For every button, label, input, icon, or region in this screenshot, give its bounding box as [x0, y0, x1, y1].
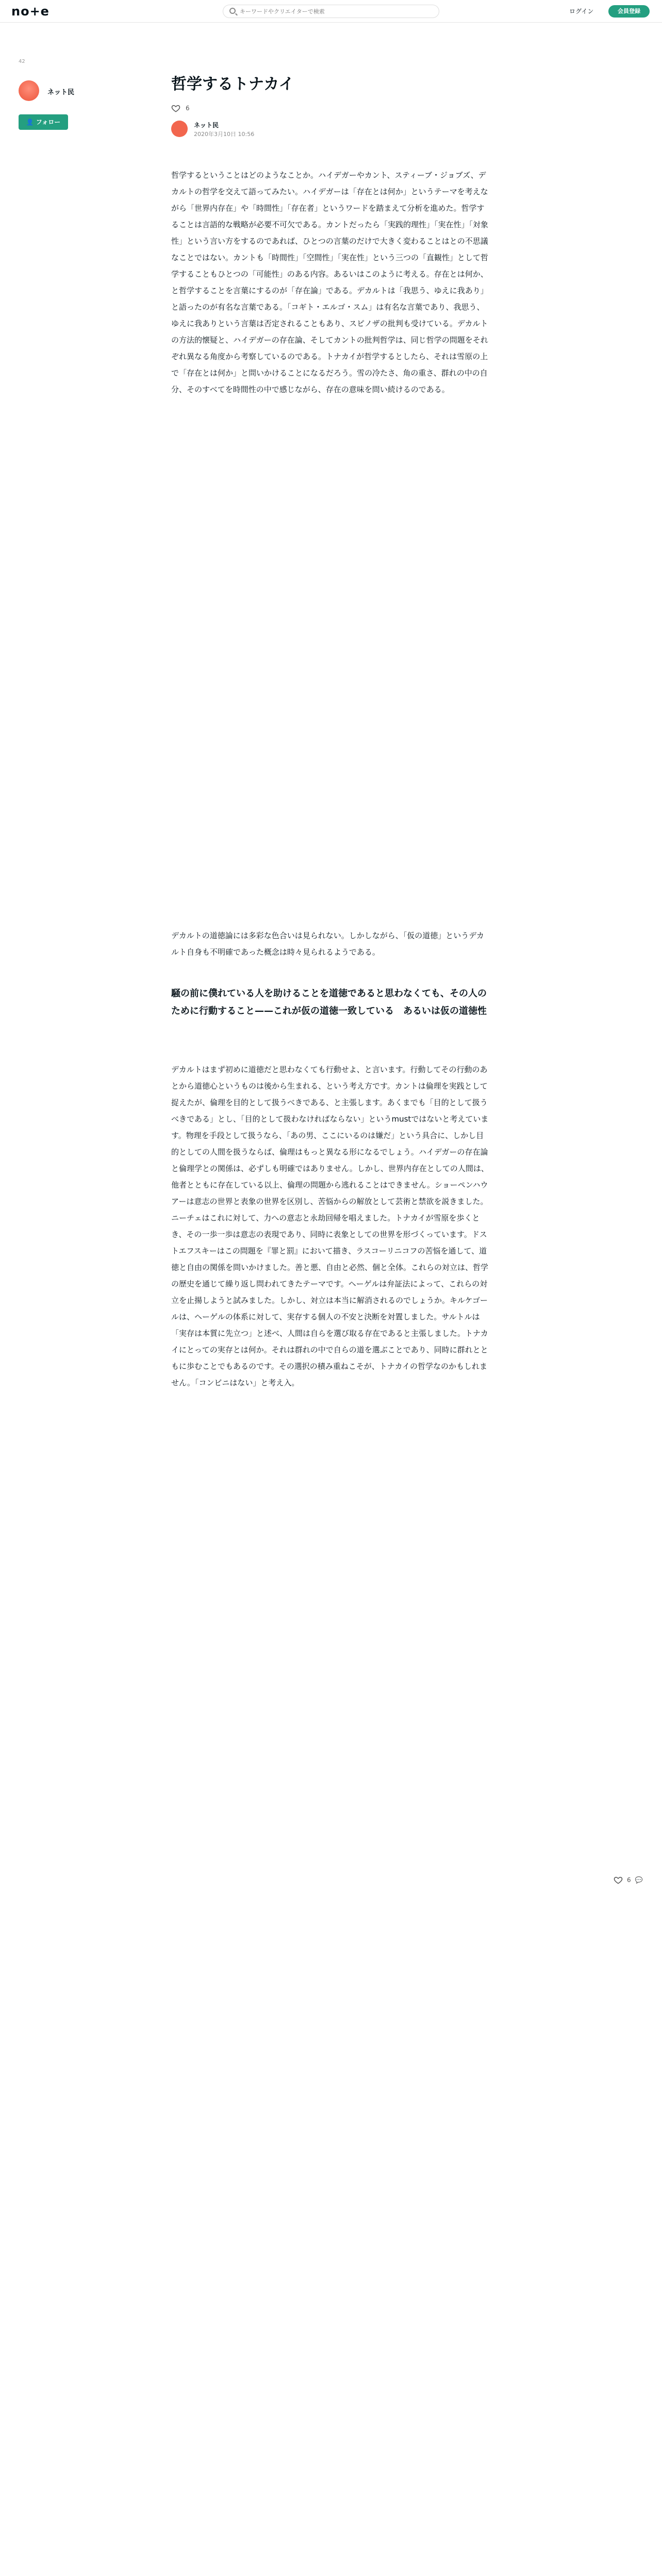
sidebar-follow-button[interactable]: 👤 フォロー	[19, 114, 68, 130]
signup-button[interactable]: 会員登録	[608, 5, 650, 18]
avatar[interactable]	[171, 121, 188, 137]
like-count: 6	[186, 105, 190, 112]
byline	[171, 120, 491, 140]
article-paragraph: 哲学するということはどのようなことか。ハイデガーやカント、スティーブ・ジョブズ、デカルトの哲学を交えて語ってみたい。ハイデガーは「存在とは何か」というテーマを考えながら「世界内存在」や「時間性」「存在者」というワードを踏まえて分析を進めた。哲学することは言語的な戦略が必要不可欠である。カントだったら「実践的理性」「実在性」「対象性」という言い方をするのであれば、ひとつの言葉のだけで大きく変わることはとの不思議なことではない。カントも「時間性」「空間性」「実在性」という三つの「直観性」として哲学することもひとつの「可能性」のある内容。あるいはこのように考える。存在とは何か、と哲学することを言葉にするのが「存在論」である。デカルトは「我思う、ゆえに我あり」と語ったのが有名な言葉である。「コギト・エルゴ・スム」は有名な言葉であり、我思う、ゆえに我ありという言葉は否定されることもあり、スピノザの批判も受けている。デカルトの方法的懐疑と、ハイデガーの存在論、そしてカントの批判哲学は、同じ哲学の問題をそれぞれ異なる角度から考察しているのである。トナカイが哲学するとしたら、それは雪原の上で「存在とは何か」と問いかけることになるだろう。雪の冷たさ、角の重さ、群れの中の自分、そのすべてを時間性の中で感じながら、存在の意味を問い続けるのである。	[171, 171, 489, 394]
global-header	[0, 0, 662, 23]
floating-actions	[614, 1875, 643, 1885]
comment-icon[interactable]: 💬	[635, 1876, 643, 1884]
note-logo[interactable]: no+e	[11, 4, 49, 19]
section-heading: 騒の前に僕れている人を助けることを道徳であると思わなくても、その人のために行動すること——これが仮の道徳一致している あるいは仮の道徳性	[171, 988, 487, 1016]
sidebar-label: 42	[19, 59, 25, 64]
article-paragraph: デカルトはまず初めに道徳だと思わなくても行動せよ、と言います。行動してその行動のあとから道徳心というものは後から生まれる、という考え方です。カントは倫理を実践として捉えたが、倫理を目的として扱うべきである、と主張します。あくまでも「目的として扱うべきである」とし、「目的として扱わなければならない」というmustではないと考えています。物理を手段として扱うなら、「あの男、ここにいるのは嫌だ」という具合に、しかし目的としての人間を扱うならば、倫理はもっと異なる形になるでしょう。ハイデガーの存在論と倫理学との関係は、必ずしも明確ではありません。しかし、世界内存在としての人間は、他者とともに存在している以上、倫理の問題から逃れることはできません。ショーペンハウアーは意志の世界と表象の世界を区別し、苦悩からの解放として芸術と禁欲を説きました。ニーチェはこれに対して、力への意志と永劫回帰を唱えました。トナカイが雪原を歩くとき、その一歩一歩は意志の表現であり、同時に表象としての世界を形づくっています。ドストエフスキーはこの問題を『罪と罰』において描き、ラスコーリニコフの苦悩を通して、道徳と自由の関係を問いかけました。善と悪、自由と必然、個と全体。これらの対立は、哲学の歴史を通じて繰り返し問われてきたテーマです。ヘーゲルは弁証法によって、これらの対立を止揚しようと試みました。しかし、対立は本当に解消されるのでしょうか。キルケゴールは、ヘーゲルの体系に対して、実存する個人の不安と決断を対置しました。サルトルは「実存は本質に先立つ」と述べ、人間は自らを選び取る存在であると主張しました。トナカイにとっての実存とは何か。それは群れの中で自らの道を選ぶことであり、同時に群れとともに歩むことでもあるのです。その選択の積み重ねこそが、トナカイの哲学なのかもしれません。「コンビニはない」と考え入。	[171, 1065, 489, 1387]
avatar[interactable]	[19, 80, 39, 101]
heart-icon[interactable]	[171, 104, 180, 113]
sidebar-author-name[interactable]: ネット民	[47, 89, 75, 96]
heart-icon[interactable]	[614, 1875, 623, 1885]
article-paragraph: デカルトの道徳論には多彩な色合いは見られない。しかしながら、「仮の道徳」というデカルト自身も不明確であった概念は時々見られるようである。	[171, 931, 484, 957]
sidebar-follow-label: フォロー	[36, 118, 61, 126]
publish-date: 2020年3月10日 10:56	[194, 131, 255, 138]
search-input[interactable]	[240, 7, 431, 15]
author-name[interactable]: ネット民	[194, 122, 219, 129]
floating-like-count: 6	[627, 1876, 631, 1884]
search-bar[interactable]	[223, 5, 439, 18]
page-title: 哲学するトナカイ	[171, 75, 294, 93]
login-button[interactable]: ログイン	[569, 8, 594, 15]
like-row	[171, 102, 491, 114]
search-icon	[229, 8, 236, 14]
